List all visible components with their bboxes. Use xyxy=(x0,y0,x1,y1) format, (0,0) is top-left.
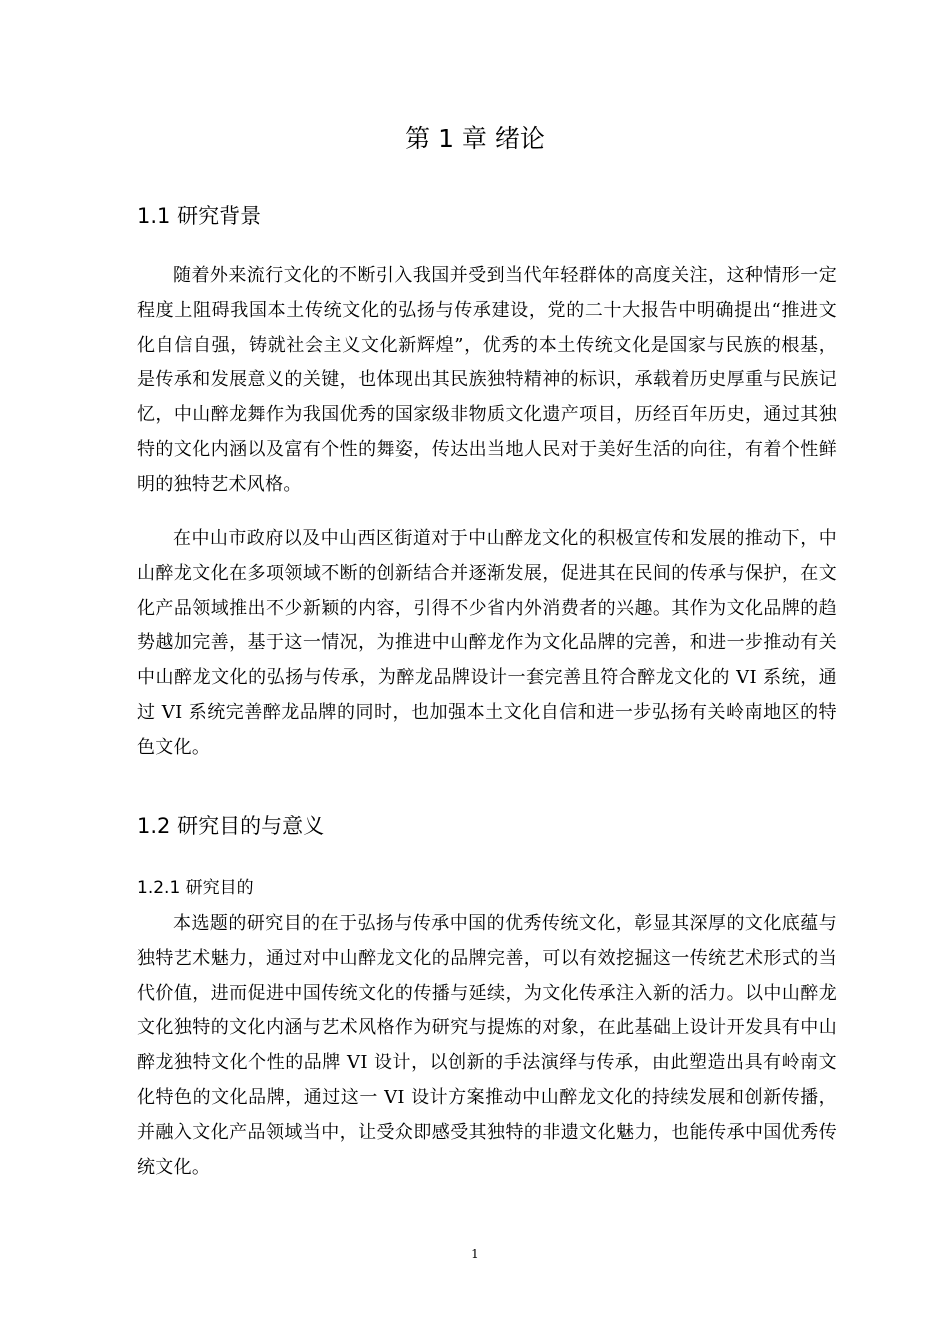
chapter-title: 第 1 章 绪论 xyxy=(405,124,545,153)
paragraph-1-2-1-a: 本选题的研究目的在于弘扬与传承中国的优秀传统文化，彰显其深厚的文化底蕴与独特艺术魅力，通过对中山醉龙文化的品牌完善，可以有效挖掘这一传统艺术形式的当代价值，进而促进中国传统文化的传播与延续，为文化传承注入新的活力。以中山醉龙文化独特的文化内涵与艺术风格作为研究与提炼的对象，在此基础上设计开发具有中山醉龙独特文化个性的品牌 VI 设计，以创新的手法演绎与传承，由此塑造出具有岭南文化特色的文化品牌，通过这一 VI 设计方案推动中山醉龙文化的持续发展和创新传播，并融入文化产品领域当中，让受众即感受其独特的非遗文化魅力，也能传承中国优秀传统文化。 xyxy=(137,913,837,1178)
subsection-heading-1-2-1: 1.2.1 研究目的 xyxy=(137,878,254,898)
page-number: 1 xyxy=(471,1247,479,1261)
paragraph-1-1-a: 随着外来流行文化的不断引入我国并受到当代年轻群体的高度关注，这种情形一定程度上阻碍我国本土传统文化的弘扬与传承建设，党的二十大报告中明确提出“推进文化自信自强，铸就社会主义文化新辉煌”，优秀的本土传统文化是国家与民族的根基，是传承和发展意义的关键，也体现出其民族独特精神的标识，承载着历史厚重与民族记忆，中山醉龙舞作为我国优秀的国家级非物质文化遗产项目，历经百年历史，通过其独特的文化内涵以及富有个性的舞姿，传达出当地人民对于美好生活的向往，有着个性鲜明的独特艺术风格。 xyxy=(137,265,837,495)
paragraph-1-1-b: 在中山市政府以及中山西区街道对于中山醉龙文化的积极宣传和发展的推动下，中山醉龙文化在多项领域不断的创新结合并逐渐发展，促进其在民间的传承与保护，在文化产品领域推出不少新颖的内容，引得不少省内外消费者的兴趣。其作为文化品牌的趋势越加完善，基于这一情况，为推进中山醉龙作为文化品牌的完善，和进一步推动有关中山醉龙文化的弘扬与传承，为醉龙品牌设计一套完善且符合醉龙文化的 VI 系统，通过 VI 系统完善醉龙品牌的同时，也加强本土文化自信和进一步弘扬有关岭南地区的特色文化。 xyxy=(137,528,837,758)
section-heading-1-2: 1.2 研究目的与意义 xyxy=(137,814,325,838)
section-heading-1-1: 1.1 研究背景 xyxy=(137,204,262,228)
